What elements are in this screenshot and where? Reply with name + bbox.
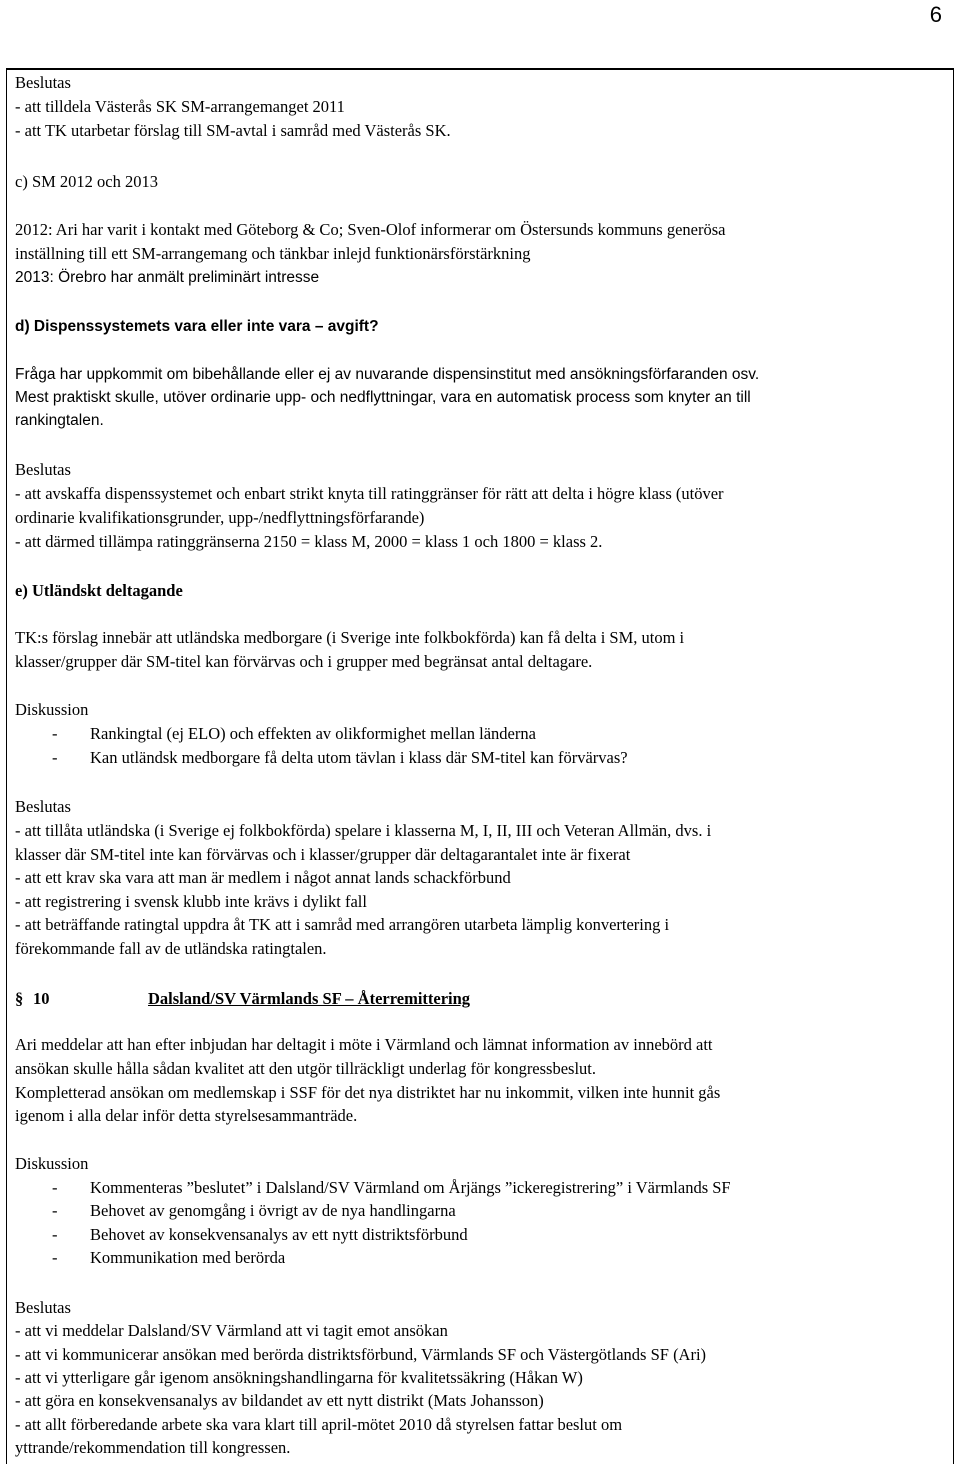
text-line: - att TK utarbetar förslag till SM-avtal i samråd med Västerås SK. <box>15 121 451 140</box>
text-line: rankingtalen. <box>15 412 104 429</box>
heading-diskussion: Diskussion <box>15 700 89 719</box>
text-line: - att allt förberedande arbete ska vara klart till april-mötet 2010 då styrelsen fattar beslut om <box>15 1415 623 1434</box>
list-item <box>0 1247 960 1269</box>
list-item-text: Behovet av konsekvensanalys av ett nytt distriktsförbund <box>90 1225 468 1244</box>
subheading: d) Dispenssystemets vara eller inte vara – avgift? <box>15 318 379 335</box>
heading-diskussion: Diskussion <box>15 1154 89 1173</box>
heading-beslutas: Beslutas <box>15 460 71 479</box>
text-line: klasser/grupper där SM-titel kan förvärvas och i grupper med begränsat antal deltagare. <box>15 652 593 671</box>
text-line: - att avskaffa dispenssystemet och enbart strikt knyta till ratinggränser för rätt att delta i högre klass (utöver <box>15 484 724 503</box>
list-dash: - <box>52 1178 58 1197</box>
box-top-rule <box>6 68 954 70</box>
list-item <box>0 1224 960 1246</box>
text-line: Fråga har uppkommit om bibehållande eller ej av nuvarande dispensinstitut med ansökningsförfaranden osv. <box>15 366 760 383</box>
text-line: igenom i alla delar inför detta styrelsesammanträde. <box>15 1106 358 1125</box>
subheading: c) SM 2012 och 2013 <box>15 172 158 191</box>
list-item-text: Rankingtal (ej ELO) och effekten av olikformighet mellan länderna <box>90 724 536 743</box>
text-line: ordinarie kvalifikationsgrunder, upp-/nedflyttningsförfarande) <box>15 508 425 527</box>
text-line: Ari meddelar att han efter inbjudan har deltagit i möte i Värmland och lämnat information av innebörd att <box>15 1035 713 1054</box>
text-line: inställning till ett SM-arrangemang och tänkbar inlejd funktionärsförstärkning <box>15 244 531 263</box>
text-line: förekommande fall av de utländska ratingtalen. <box>15 939 327 958</box>
subheading: e) Utländskt deltagande <box>15 581 183 600</box>
text-line: - att därmed tillämpa ratinggränserna 2150 = klass M, 2000 = klass 1 och 1800 = klass 2. <box>15 532 603 551</box>
list-item-text: Behovet av genomgång i övrigt av de nya handlingarna <box>90 1201 456 1220</box>
page-number: 6 <box>929 2 942 27</box>
list-dash: - <box>52 748 58 767</box>
list-dash: - <box>52 724 58 743</box>
text-line: yttrande/rekommendation till kongressen. <box>15 1438 291 1457</box>
heading-beslutas: Beslutas <box>15 797 71 816</box>
text-line: - att ett krav ska vara att man är medlem i något annat lands schackförbund <box>15 868 511 887</box>
section-title: Dalsland/SV Värmlands SF – Återremittering <box>148 989 471 1008</box>
text-line: - att vi kommunicerar ansökan med berörda distriktsförbund, Värmlands SF och Västergötlands SF (Ari) <box>15 1345 707 1364</box>
section-heading <box>15 988 471 1010</box>
text-line: 2012: Ari har varit i kontakt med Göteborg & Co; Sven-Olof informerar om Östersunds kommuns generösa <box>15 220 726 239</box>
section-number: 10 <box>33 989 50 1008</box>
list-item-text: Kommenteras ”beslutet” i Dalsland/SV Värmland om Årjängs ”ickeregistrering” i Värmlands SF <box>90 1178 731 1197</box>
text-line: - att tilldela Västerås SK SM-arrangemanget 2011 <box>15 97 345 116</box>
text-line: klasser där SM-titel inte kan förvärvas och i klasser/grupper där deltagarantalet inte är fixerat <box>15 845 631 864</box>
text-line: - att beträffande ratingtal uppdra åt TK att i samråd med arrangören utarbeta lämplig konvertering i <box>15 915 670 934</box>
text-line: - att göra en konsekvensanalys av bildandet av ett nytt distrikt (Mats Johansson) <box>15 1391 544 1410</box>
heading-beslutas: Beslutas <box>15 73 71 92</box>
text-line: - att tillåta utländska (i Sverige ej folkbokförda) spelare i klasserna M, I, II, III och Veteran Allmän, dvs. i <box>15 821 712 840</box>
text-line: Kompletterad ansökan om medlemskap i SSF för det nya distriktet har nu inkommit, vilken inte hunnit gås <box>15 1083 721 1102</box>
list-item-text: Kommunikation med berörda <box>90 1248 286 1267</box>
text-line: 2013: Örebro har anmält preliminärt intresse <box>15 269 320 286</box>
text-line: - att vi meddelar Dalsland/SV Värmland att vi tagit emot ansökan <box>15 1321 448 1340</box>
list-item <box>0 1200 960 1222</box>
list-item <box>0 1177 960 1199</box>
list-dash: - <box>52 1201 58 1220</box>
list-item <box>0 747 960 769</box>
list-dash: - <box>52 1225 58 1244</box>
text-line: Mest praktiskt skulle, utöver ordinarie upp- och nedflyttningar, vara en automatisk process som knyter an till <box>15 389 751 406</box>
text-line: - att vi ytterligare går igenom ansökningshandlingarna för kvalitetssäkring (Håkan W) <box>15 1368 583 1387</box>
text-line: - att registrering i svensk klubb inte krävs i dylikt fall <box>15 892 367 911</box>
list-item-text: Kan utländsk medborgare få delta utom tävlan i klass där SM-titel kan förvärvas? <box>90 748 628 767</box>
list-dash: - <box>52 1248 58 1267</box>
text-line: ansökan skulle hålla sådan kvalitet att den utgör tillräckligt underlag för kongressbeslut. <box>15 1059 597 1078</box>
section-mark: § <box>15 989 24 1008</box>
list-item <box>0 723 960 745</box>
text-line: TK:s förslag innebär att utländska medborgare (i Sverige inte folkbokförda) kan få delta i SM, utom i <box>15 628 685 647</box>
heading-beslutas: Beslutas <box>15 1298 71 1317</box>
